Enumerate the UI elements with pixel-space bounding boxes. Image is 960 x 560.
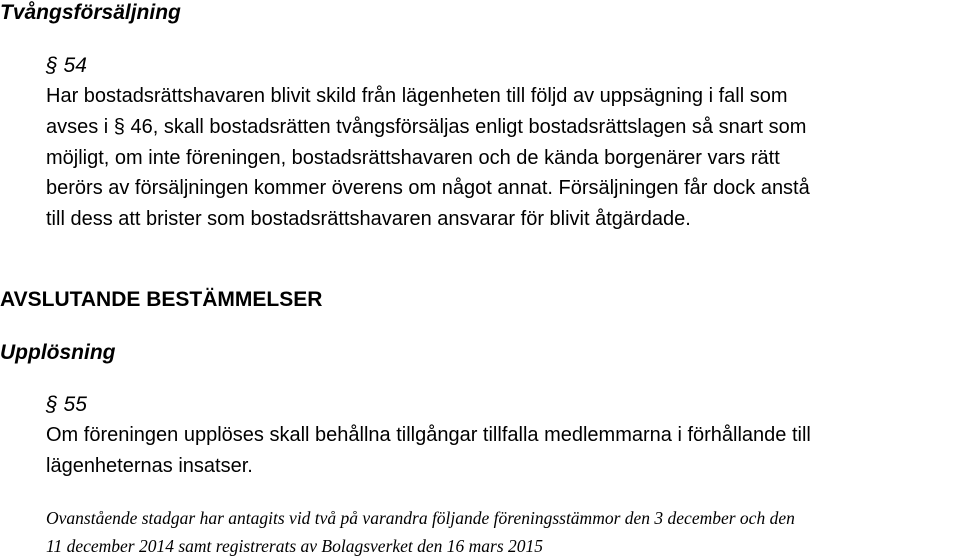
heading-avslutande-bestammelser: AVSLUTANDE BESTÄMMELSER — [0, 288, 323, 311]
paragraph-section-54 — [46, 81, 960, 235]
footer-line: Ovanstående stadgar har antagits vid två på varandra följande föreningsstämmor den 3 december och den — [46, 508, 795, 528]
paragraph-line: berörs av försäljningen kommer överens om något annat. Försäljningen får dock anstå — [46, 177, 810, 200]
paragraph-line: avses i § 46, skall bostadsrätten tvångsförsäljas enligt bostadsrättslagen så snart som — [46, 115, 807, 138]
paragraph-section-55 — [46, 420, 960, 482]
section-number-54: § 54 — [46, 54, 87, 77]
paragraph-line: möjligt, om inte föreningen, bostadsrättshavaren och de kända borgenärer vars rätt — [46, 146, 780, 169]
paragraph-line: till dess att brister som bostadsrättshavaren ansvarar för blivit åtgärdade. — [46, 208, 691, 231]
heading-upplosning: Upplösning — [0, 341, 116, 364]
heading-tvangsforsaljning: Tvångsförsäljning — [0, 1, 181, 24]
paragraph-line: Om föreningen upplöses skall behållna tillgångar tillfalla medlemmarna i förhållande till — [46, 424, 811, 446]
paragraph-line: Har bostadsrättshavaren blivit skild från lägenheten till följd av uppsägning i fall som — [46, 85, 788, 107]
adoption-note — [46, 504, 960, 560]
footer-line: 11 december 2014 samt registrerats av Bolagsverket den 16 mars 2015 — [46, 536, 544, 556]
paragraph-line: lägenheternas insatser. — [46, 454, 253, 477]
section-number-55: § 55 — [46, 393, 87, 416]
